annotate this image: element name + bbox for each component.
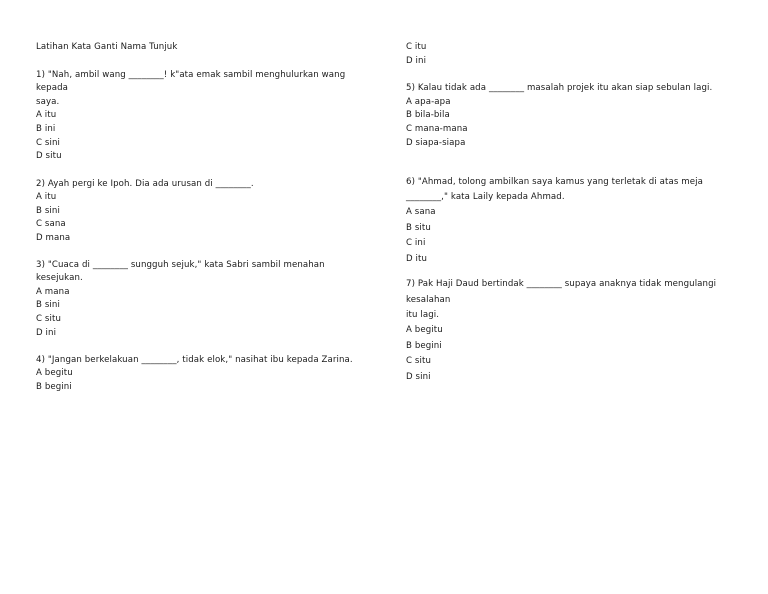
question-1-text-line-2: kepada: [36, 83, 68, 93]
question-4-option-c: C itu: [406, 42, 427, 52]
question-7-option-a: A begitu: [406, 325, 443, 335]
question-6-option-a: A sana: [406, 207, 436, 217]
question-2-text-line-1: 2) Ayah pergi ke Ipoh. Dia ada urusan di ________.: [36, 179, 254, 189]
question-2-option-c: C sana: [36, 219, 66, 229]
question-7-option-b: B begini: [406, 341, 442, 351]
question-7-option-c: C situ: [406, 356, 432, 366]
question-6-option-d: D itu: [406, 254, 428, 264]
question-7-text-line-1: 7) Pak Haji Daud bertindak ________ supaya anaknya tidak mengulangi: [406, 279, 717, 289]
question-5-option-c: C mana-mana: [406, 124, 468, 134]
question-1-option-d: D situ: [36, 151, 62, 161]
question-7-text-line-2: kesalahan: [406, 295, 451, 305]
question-2-option-b: B sini: [36, 206, 60, 216]
worksheet-title: Latihan Kata Ganti Nama Tunjuk: [36, 42, 178, 52]
question-6-text-line-1: 6) "Ahmad, tolong ambilkan saya kamus yang terletak di atas meja: [406, 177, 703, 187]
question-1-option-c: C sini: [36, 138, 61, 148]
question-5-option-b: B bila-bila: [406, 110, 450, 120]
question-4-option-d: D ini: [406, 56, 427, 66]
question-1-text-line-1: 1) "Nah, ambil wang ________! k"ata emak sambil menghulurkan wang: [36, 70, 346, 80]
question-2-option-d: D mana: [36, 233, 71, 243]
question-6-option-c: C ini: [406, 238, 426, 248]
question-3-text-line-2: kesejukan.: [36, 273, 83, 283]
question-5-text-line-1: 5) Kalau tidak ada ________ masalah projek itu akan siap sebulan lagi.: [406, 83, 713, 93]
question-3-option-a: A mana: [36, 287, 70, 297]
question-1-option-b: B ini: [36, 124, 56, 134]
question-4-option-b: B begini: [36, 382, 72, 392]
question-3-option-c: C situ: [36, 314, 62, 324]
question-5-option-d: D siapa-siapa: [406, 138, 466, 148]
question-4-text-line-1: 4) "Jangan berkelakuan ________, tidak elok," nasihat ibu kepada Zarina.: [36, 355, 353, 365]
question-5-option-a: A apa-apa: [406, 97, 451, 107]
question-3-option-b: B sini: [36, 300, 60, 310]
question-7-option-d: D sini: [406, 372, 431, 382]
question-3-option-d: D ini: [36, 328, 57, 338]
question-1-option-a: A itu: [36, 110, 57, 120]
question-6-option-b: B situ: [406, 223, 431, 233]
question-2-option-a: A itu: [36, 192, 57, 202]
question-7-text-line-3: itu lagi.: [406, 310, 440, 320]
question-6-text-line-2: ________," kata Laily kepada Ahmad.: [406, 192, 565, 202]
question-3-text-line-1: 3) "Cuaca di ________ sungguh sejuk," kata Sabri sambil menahan: [36, 260, 325, 270]
question-4-option-a: A begitu: [36, 368, 73, 378]
question-1-text-line-3: saya.: [36, 97, 60, 107]
